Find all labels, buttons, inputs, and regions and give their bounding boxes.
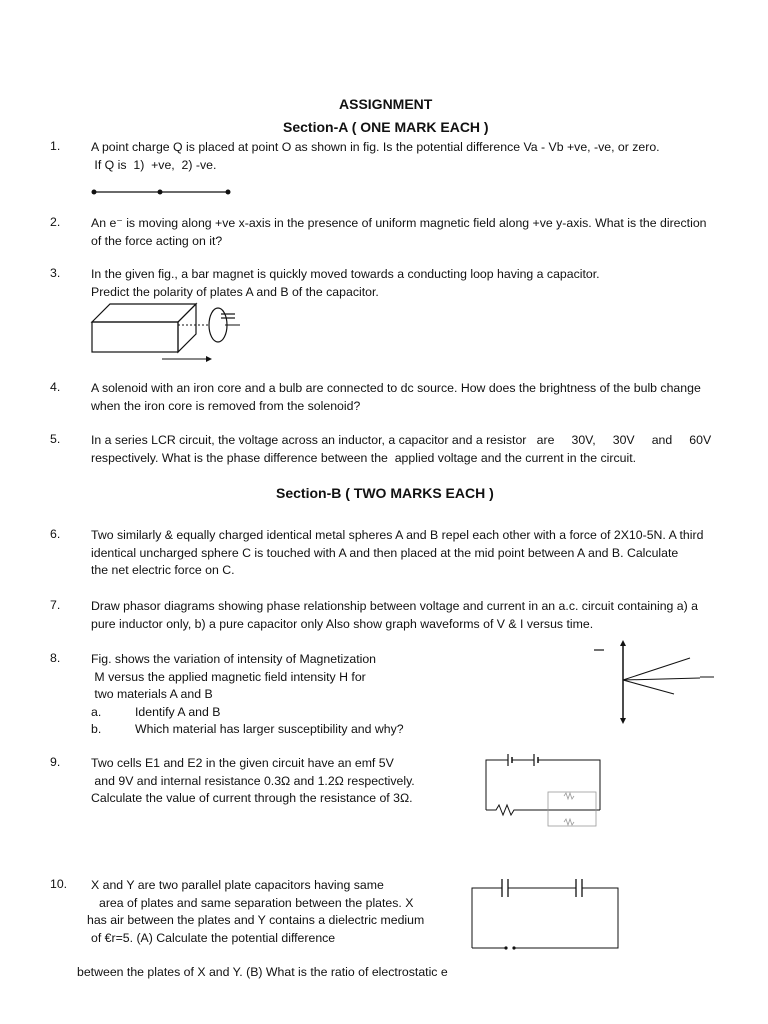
question-number-7: 7. bbox=[50, 598, 61, 612]
question-10 bbox=[87, 877, 425, 947]
question-8-line-2: M versus the applied magnetic field intensity H for bbox=[91, 669, 366, 684]
question-number-9: 9. bbox=[50, 755, 61, 769]
question-number-10: 10. bbox=[50, 877, 68, 891]
question-number-6: 6. bbox=[50, 527, 61, 541]
question-9-line-3: Calculate the value of current through the resistance of 3Ω. bbox=[91, 791, 413, 805]
question-2 bbox=[91, 215, 707, 250]
question-number-2: 2. bbox=[50, 215, 61, 229]
question-8-sub-b-text: Which material has larger susceptibility and why? bbox=[135, 722, 404, 736]
question-2-line-1: An e⁻ is moving along +ve x-axis in the presence of uniform magnetic field along +ve y-axis. What is the direction bbox=[91, 216, 707, 230]
question-8-sub-b bbox=[91, 721, 404, 739]
section-b-heading: Section-B ( TWO MARKS EACH ) bbox=[276, 485, 494, 501]
question-2-line-2: of the force acting on it? bbox=[91, 233, 223, 248]
question-3-line-2: Predict the polarity of plates A and B of the capacitor. bbox=[91, 284, 379, 299]
question-1 bbox=[91, 139, 660, 174]
cells-circuit-figure bbox=[480, 748, 606, 828]
question-8-line-3: two materials A and B bbox=[91, 687, 213, 701]
question-10-line-2: area of plates and same separation between the plates. X bbox=[99, 895, 414, 910]
question-9-line-1: Two cells E1 and E2 in the given circuit have an emf 5V bbox=[91, 756, 394, 770]
footer-line: between the plates of X and Y. (B) What is the ratio of electrostatic e bbox=[77, 965, 448, 979]
question-8-line-1: Fig. shows the variation of intensity of Magnetization bbox=[91, 652, 377, 666]
question-7-line-1: Draw phasor diagrams showing phase relationship between voltage and current in an a.c. circuit containing a) a bbox=[91, 599, 698, 613]
question-6-line-3: the net electric force on C. bbox=[91, 563, 235, 577]
section-a-heading: Section-A ( ONE MARK EACH ) bbox=[283, 119, 489, 135]
question-9-line-2: and 9V and internal resistance 0.3Ω and 1.2Ω respectively. bbox=[91, 773, 415, 788]
question-6 bbox=[91, 527, 703, 580]
question-4-line-2: when the iron core is removed from the solenoid? bbox=[91, 398, 361, 413]
question-10-line-3: has air between the plates and Y contains a dielectric medium bbox=[87, 913, 425, 927]
assignment-title: ASSIGNMENT bbox=[339, 96, 433, 112]
capacitors-circuit-figure bbox=[466, 876, 624, 954]
question-10-line-1: X and Y are two parallel plate capacitors having same bbox=[91, 878, 384, 892]
question-1-line-1: A point charge Q is placed at point O as shown in fig. Is the potential difference Va - Vb +ve, -ve, or zero. bbox=[91, 140, 660, 154]
question-7-line-2: pure inductor only, b) a pure capacitor only Also show graph waveforms of V & I versus time. bbox=[91, 616, 594, 631]
question-5-line-1: In a series LCR circuit, the voltage across an inductor, a capacitor and a resistor are 30V, 30V and 60V bbox=[91, 433, 712, 447]
question-number-5: 5. bbox=[50, 432, 61, 446]
point-charge-figure bbox=[88, 186, 234, 198]
question-number-3: 3. bbox=[50, 266, 61, 280]
question-10-line-4: of €r=5. (A) Calculate the potential difference bbox=[91, 930, 336, 945]
question-7 bbox=[91, 598, 698, 633]
question-number-8: 8. bbox=[50, 651, 61, 665]
question-3-line-1: In the given fig., a bar magnet is quickly moved towards a conducting loop having a capacitor. bbox=[91, 267, 600, 281]
question-6-line-1: Two similarly & equally charged identical metal spheres A and B repel each other with a force of 2X10-5N. A third bbox=[91, 528, 704, 542]
question-8-sub-a-text: Identify A and B bbox=[135, 704, 221, 719]
question-8-sub-b-label: b. bbox=[91, 722, 102, 736]
question-5 bbox=[91, 432, 711, 467]
question-4-line-1: A solenoid with an iron core and a bulb are connected to dc source. How does the brightness of the bulb change bbox=[91, 381, 701, 395]
question-5-line-2: respectively. What is the phase difference between the applied voltage and the current in the circuit. bbox=[91, 450, 637, 465]
magnetization-graph-figure bbox=[590, 638, 720, 726]
question-9 bbox=[91, 755, 415, 808]
question-number-4: 4. bbox=[50, 380, 61, 394]
question-6-line-2: identical uncharged sphere C is touched with A and then placed at the mid point between A and B. Calculate bbox=[91, 545, 679, 560]
question-1-line-2: If Q is 1) +ve, 2) -ve. bbox=[91, 157, 217, 172]
question-4 bbox=[91, 380, 701, 415]
question-3 bbox=[91, 266, 600, 301]
question-8 bbox=[91, 651, 404, 739]
bar-magnet-loop-figure bbox=[88, 298, 258, 368]
question-8-sub-a-label: a. bbox=[91, 704, 102, 719]
question-8-sub-a bbox=[91, 704, 404, 722]
question-number-1: 1. bbox=[50, 139, 61, 153]
